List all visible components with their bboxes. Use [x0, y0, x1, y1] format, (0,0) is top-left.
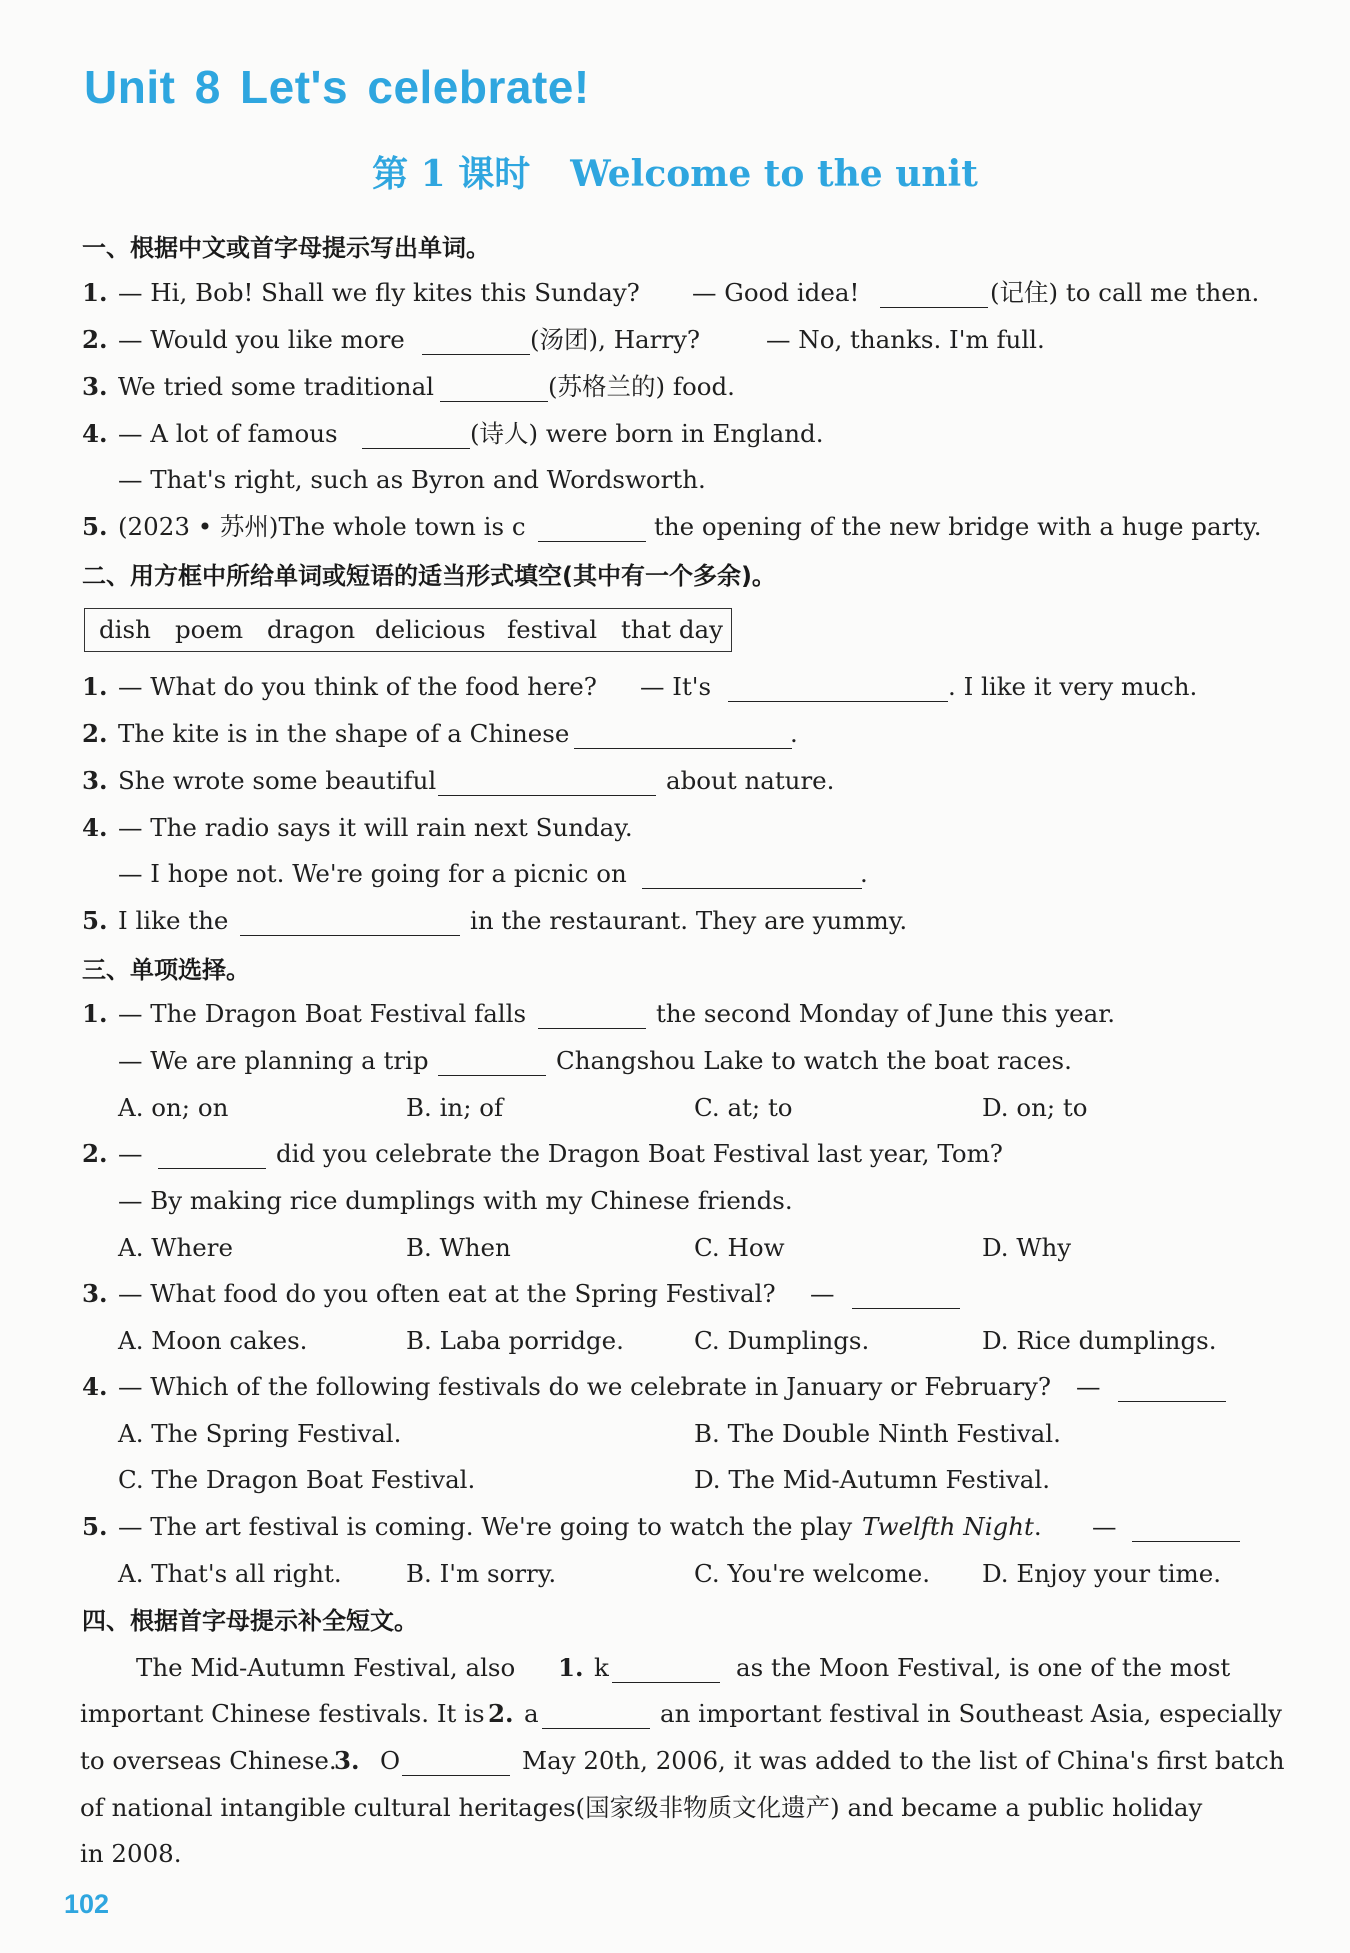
q-text: . [860, 859, 868, 888]
answer-blank[interactable] [402, 1747, 510, 1776]
option-c[interactable]: C. You're welcome. [694, 1559, 931, 1588]
q-number: 2. [488, 1699, 514, 1728]
passage-text: May 20th, 2006, it was added to the list of China's first batch [522, 1746, 1285, 1775]
q-text: — I hope not. We're going for a picnic on [118, 859, 627, 888]
p3-q1 [0, 994, 1350, 1034]
section-2-heading: 二、用方框中所给单词或短语的适当形式填空(其中有一个多余)。 [82, 562, 776, 590]
option-b[interactable]: B. The Double Ninth Festival. [694, 1419, 1061, 1448]
first-letter: a [524, 1699, 539, 1728]
q-number: 5. [82, 512, 108, 541]
p2-q4 [0, 808, 1350, 848]
p1-q3 [0, 367, 1350, 407]
q-text: the opening of the new bridge with a huge party. [654, 512, 1262, 541]
q-number: 2. [82, 1139, 108, 1168]
q-text: in the restaurant. They are yummy. [470, 906, 908, 935]
option-c[interactable]: C. The Dragon Boat Festival. [118, 1465, 476, 1494]
option-a[interactable]: A. Moon cakes. [118, 1326, 308, 1355]
lesson-title-cn: 第 1 课时 [372, 153, 531, 195]
q-text: . [1033, 1512, 1042, 1541]
word-box-item: that day [621, 615, 723, 644]
q-number: 3. [82, 1279, 108, 1308]
option-a[interactable]: A. That's all right. [118, 1559, 342, 1588]
q-number: 4. [82, 1372, 108, 1401]
passage-text: important Chinese festivals. It is [80, 1699, 485, 1728]
section-3-heading: 三、单项选择。 [82, 956, 250, 984]
option-c[interactable]: C. at; to [694, 1093, 793, 1122]
passage-line-3 [0, 1741, 1350, 1781]
q-text: . I like it very much. [948, 672, 1198, 701]
answer-blank[interactable] [158, 1140, 266, 1169]
passage-text: to overseas Chinese. [80, 1746, 337, 1775]
q-number: 4. [82, 813, 108, 842]
p3-q4-options-ab [0, 1414, 1350, 1454]
p3-q3 [0, 1274, 1350, 1314]
first-letter: k [594, 1653, 609, 1682]
p2-q2 [0, 714, 1350, 754]
p3-q1-reply [0, 1041, 1350, 1081]
q-text: — The radio says it will rain next Sunday. [118, 813, 633, 842]
option-b[interactable]: B. When [406, 1233, 511, 1262]
option-c[interactable]: C. Dumplings. [694, 1326, 870, 1355]
passage-text: in 2008. [80, 1839, 182, 1868]
option-c[interactable]: C. How [694, 1233, 785, 1262]
answer-blank[interactable] [612, 1654, 720, 1683]
q-text: — [810, 1279, 835, 1308]
q-number: 2. [82, 719, 108, 748]
p3-q4 [0, 1367, 1350, 1407]
p1-q2 [0, 320, 1350, 360]
answer-blank[interactable] [728, 673, 948, 702]
q-number: 1. [82, 999, 108, 1028]
option-b[interactable]: B. Laba porridge. [406, 1326, 624, 1355]
q-text: — Would you like more [118, 325, 405, 354]
q-number: 4. [82, 419, 108, 448]
q-text: — Which of the following festivals do we celebrate in January or February? [118, 1372, 1052, 1401]
passage-line-5 [0, 1834, 1350, 1874]
q-number: 1. [82, 278, 108, 307]
play-title-text: Twelfth Night [862, 1512, 1034, 1541]
passage-text: The Mid-Autumn Festival, also [136, 1653, 516, 1682]
passage-line-4 [0, 1788, 1350, 1828]
q-number: 2. [82, 325, 108, 354]
q-text: — We are planning a trip [118, 1046, 429, 1075]
q-text: The kite is in the shape of a Chinese [118, 719, 570, 748]
p3-q4-options-cd [0, 1460, 1350, 1500]
q-text: (苏格兰的) food. [548, 372, 735, 401]
first-letter: O [380, 1746, 401, 1775]
word-box-item: dish [99, 615, 151, 644]
q-text: — By making rice dumplings with my Chinese friends. [118, 1186, 793, 1215]
p3-q3-options [0, 1321, 1350, 1361]
passage-text: of national intangible cultural heritages(国家级非物质文化遗产) and became a public holiday [80, 1793, 1203, 1822]
q-number: 3. [82, 766, 108, 795]
q-number: 3. [82, 372, 108, 401]
answer-blank[interactable] [538, 1000, 646, 1029]
option-d[interactable]: D. on; to [982, 1093, 1088, 1122]
unit-title: Unit 8 Let's celebrate! [84, 61, 590, 113]
passage-line-1 [0, 1648, 1350, 1688]
answer-blank[interactable] [880, 279, 988, 308]
q-text: — The Dragon Boat Festival falls [118, 999, 527, 1028]
q-text: about nature. [666, 766, 835, 795]
p1-q4 [0, 414, 1350, 454]
p2-q1 [0, 667, 1350, 707]
option-d[interactable]: D. Enjoy your time. [982, 1559, 1222, 1588]
option-d[interactable]: D. Why [982, 1233, 1072, 1262]
option-a[interactable]: A. Where [118, 1233, 233, 1262]
answer-blank[interactable] [852, 1280, 960, 1309]
option-b[interactable]: B. in; of [406, 1093, 504, 1122]
answer-blank[interactable] [362, 420, 470, 449]
q-text: — Hi, Bob! Shall we fly kites this Sunday? [118, 278, 640, 307]
word-box-item: poem [175, 615, 244, 644]
answer-blank[interactable] [538, 513, 646, 542]
page-number: 102 [64, 1889, 110, 1919]
answer-blank[interactable] [542, 1700, 650, 1729]
q-text: — It's [640, 672, 712, 701]
q-text: — Good idea! [692, 278, 860, 307]
answer-blank[interactable] [440, 373, 548, 402]
q-text: — No, thanks. I'm full. [766, 325, 1045, 354]
q-text: (诗人) were born in England. [470, 419, 824, 448]
section-1-heading: 一、根据中文或首字母提示写出单词。 [82, 234, 490, 262]
q-number: 5. [82, 906, 108, 935]
p1-q5 [0, 507, 1350, 547]
q-text: I like the [118, 906, 229, 935]
answer-blank[interactable] [642, 860, 862, 889]
q-text: — What food do you often eat at the Spring Festival? [118, 1279, 776, 1308]
word-box-item: dragon [267, 615, 356, 644]
q-text: did you celebrate the Dragon Boat Festival last year, Tom? [276, 1139, 1003, 1168]
p1-q4-reply [0, 460, 1350, 500]
option-d[interactable]: D. The Mid-Autumn Festival. [694, 1465, 1051, 1494]
option-a[interactable]: A. on; on [118, 1093, 229, 1122]
q-text: We tried some traditional [118, 372, 435, 401]
passage-text: an important festival in Southeast Asia, especially [660, 1699, 1283, 1728]
option-d[interactable]: D. Rice dumplings. [982, 1326, 1217, 1355]
q-text: — That's right, such as Byron and Wordsworth. [118, 465, 706, 494]
answer-blank[interactable] [1132, 1513, 1240, 1542]
word-box-item: festival [507, 615, 598, 644]
q-text: — [1076, 1372, 1101, 1401]
q-text: — [118, 1139, 143, 1168]
q-text: — [1092, 1512, 1117, 1541]
answer-blank[interactable] [1118, 1373, 1226, 1402]
q-text: — The art festival is coming. We're going to watch the play [118, 1512, 853, 1541]
p3-q2-options [0, 1228, 1350, 1268]
q-text: . [790, 719, 798, 748]
lesson-title [0, 146, 1350, 197]
option-b[interactable]: B. I'm sorry. [406, 1559, 557, 1588]
p3-q2 [0, 1134, 1350, 1174]
p2-q4-reply [0, 854, 1350, 894]
q-text: (汤团), Harry? [530, 325, 701, 354]
option-a[interactable]: A. The Spring Festival. [118, 1419, 402, 1448]
passage-line-2 [0, 1694, 1350, 1734]
p2-q3 [0, 761, 1350, 801]
answer-blank[interactable] [438, 1047, 546, 1076]
q-text: Changshou Lake to watch the boat races. [556, 1046, 1072, 1075]
passage-text: as the Moon Festival, is one of the most [736, 1653, 1231, 1682]
answer-blank[interactable] [240, 907, 460, 936]
q-number: 1. [82, 672, 108, 701]
answer-blank[interactable] [422, 326, 530, 355]
section-4-heading: 四、根据首字母提示补全短文。 [82, 1607, 418, 1635]
q-text: the second Monday of June this year. [656, 999, 1116, 1028]
p2-q5 [0, 901, 1350, 941]
p3-q5-options [0, 1554, 1350, 1594]
q-number: 1. [558, 1653, 584, 1682]
p3-q2-reply [0, 1181, 1350, 1221]
q-text: — A lot of famous [118, 419, 338, 448]
play-title [862, 1507, 1042, 1547]
q-number: 5. [82, 1512, 108, 1541]
p3-q5 [0, 1507, 1350, 1547]
word-box-item: delicious [375, 615, 486, 644]
word-box [84, 608, 732, 652]
q-number: 3. [334, 1746, 360, 1775]
lesson-title-en: Welcome to the unit [570, 153, 978, 195]
q-text: — What do you think of the food here? [118, 672, 597, 701]
q-text: (2023 • 苏州)The whole town is c [118, 512, 526, 541]
answer-blank[interactable] [438, 767, 656, 796]
q-text: She wrote some beautiful [118, 766, 437, 795]
answer-blank[interactable] [574, 720, 792, 749]
q-text: (记住) to call me then. [990, 278, 1260, 307]
p1-q1 [0, 273, 1350, 313]
p3-q1-options [0, 1088, 1350, 1128]
